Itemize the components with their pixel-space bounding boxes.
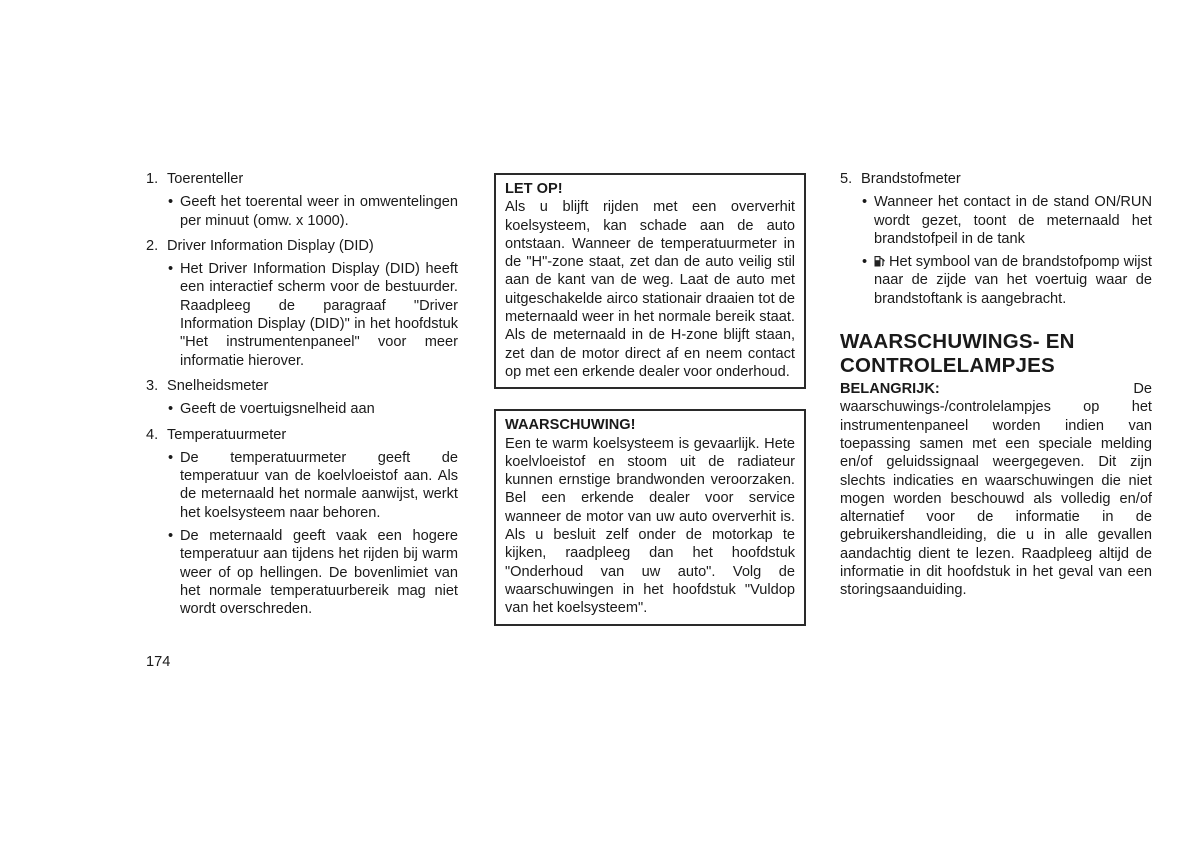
bullet-item: • De meternaald geeft vaak een hogere temperatuur aan tijdens het rijden bij warm weer of op hellingen. De bovenlimiet van het normale temperatuurbereik mag niet wordt overschreden.: [168, 527, 458, 618]
middle-column: [494, 173, 806, 626]
bullet-list: [146, 449, 458, 619]
item-number: 2.: [146, 237, 159, 254]
important-note: [840, 380, 1152, 600]
warning-box: [494, 409, 806, 625]
item-title: Driver Information Display (DID): [167, 237, 374, 254]
bullet-item: • Geeft het toerental weer in omwentelingen per minuut (omw. x 1000).: [168, 193, 458, 230]
section-heading: [840, 330, 1152, 378]
list-item-2: [146, 237, 458, 370]
list-item-4: [146, 426, 458, 619]
warning-body: Een te warm koelsysteem is gevaarlijk. Hete koelvloeistof en stoom uit de radiateur kunnen ernstige brandwonden veroorzaken. Bel een erkende dealer voor service wanneer de motor van uw auto oververhit is. Als u besluit zelf onder de motorkap te kijken, raadpleeg dan het hoofdstuk "Onderhoud van uw auto". Volg de waarschuwingen in het hoofdstuk "Vuldop van het koelsysteem".: [505, 435, 795, 617]
item-title: Brandstofmeter: [861, 171, 961, 187]
item-number: 4.: [146, 426, 159, 443]
note-label: BELANGRIJK:: [840, 381, 940, 398]
item-number: 3.: [146, 377, 159, 394]
bullet-item: • Geeft de voertuigsnelheid aan: [168, 400, 458, 418]
list-item-1: [146, 170, 458, 230]
left-column: [146, 170, 458, 626]
bullet-list: [146, 260, 458, 370]
item-title: Snelheidsmeter: [167, 377, 269, 394]
bullet-list: [146, 400, 458, 418]
list-item-5: [840, 170, 1152, 308]
bullet-list: [840, 193, 1152, 308]
item-title: Temperatuurmeter: [167, 426, 287, 443]
bullet-list: [146, 193, 458, 230]
heading-line-2: CONTROLELAMPJES: [840, 354, 1055, 378]
list-item-3: [146, 377, 458, 419]
fuel-pump-icon: [874, 255, 885, 267]
note-text: De waarschuwings-/controlelampjes op het instrumentenpaneel worden indien van toepassing samen met een speciale melding en/of geluidssignaal weergegeven. Dit zijn slechts indicaties en waarschuwingen die niet mogen worden beschouwd als volledig en/of alternatief voor de informatie in de gebruikershandleiding, die u in alle gevallen aandachtig dient te lezen. Raadpleeg altijd de informatie in dit hoofdstuk in het geval van een storingsaanduiding.: [840, 381, 1152, 599]
caution-title: LET OP!: [505, 181, 563, 197]
item-number: 1.: [146, 171, 159, 187]
page-number: 174: [146, 654, 171, 670]
warning-title: WAARSCHUWING!: [505, 417, 636, 434]
heading-line-1: WAARSCHUWINGS- EN: [840, 330, 1075, 354]
bullet-item: • Het Driver Information Display (DID) heeft een interactief scherm voor de bestuurder. Raadpleeg de paragraaf "Driver Information Display (DID)" in het hoofdstuk "Het instrumentenpaneel" voor meer informatie hierover.: [168, 260, 458, 370]
item-title: Toerenteller: [167, 171, 244, 187]
right-column: [840, 170, 1152, 600]
caution-box: [494, 173, 806, 389]
bullet-item-fuel: [862, 253, 1152, 308]
caution-body: Als u blijft rijden met een oververhit koelsysteem, kan schade aan de auto ontstaan. Wanneer de temperatuurmeter in de "H"-zone staat, zet dan de auto veilig stil aan de kant van de weg. Laat de auto met uitgeschakelde airco stationair draaien tot de meternaald weer in het normale bereik staat. Als de meternaald in de H-zone blijft staan, zet dan de motor direct af en neem contact op met een erkende dealer voor onderhoud.: [505, 199, 795, 380]
bullet-item: • Wanneer het contact in de stand ON/RUN wordt gezet, toont de meternaald het brandstofpeil in de tank: [862, 193, 1152, 248]
item-number: 5.: [840, 171, 853, 187]
bullet-item: • De temperatuurmeter geeft de temperatuur van de koelvloeistof aan. Als de meternaald het normale aanwijst, werkt het koelsysteem naar behoren.: [168, 449, 458, 522]
fuel-bullet-text: Het symbool van de brandstofpomp wijst naar de zijde van het voertuig waar de brandstoftank is aangebracht.: [874, 254, 1152, 307]
